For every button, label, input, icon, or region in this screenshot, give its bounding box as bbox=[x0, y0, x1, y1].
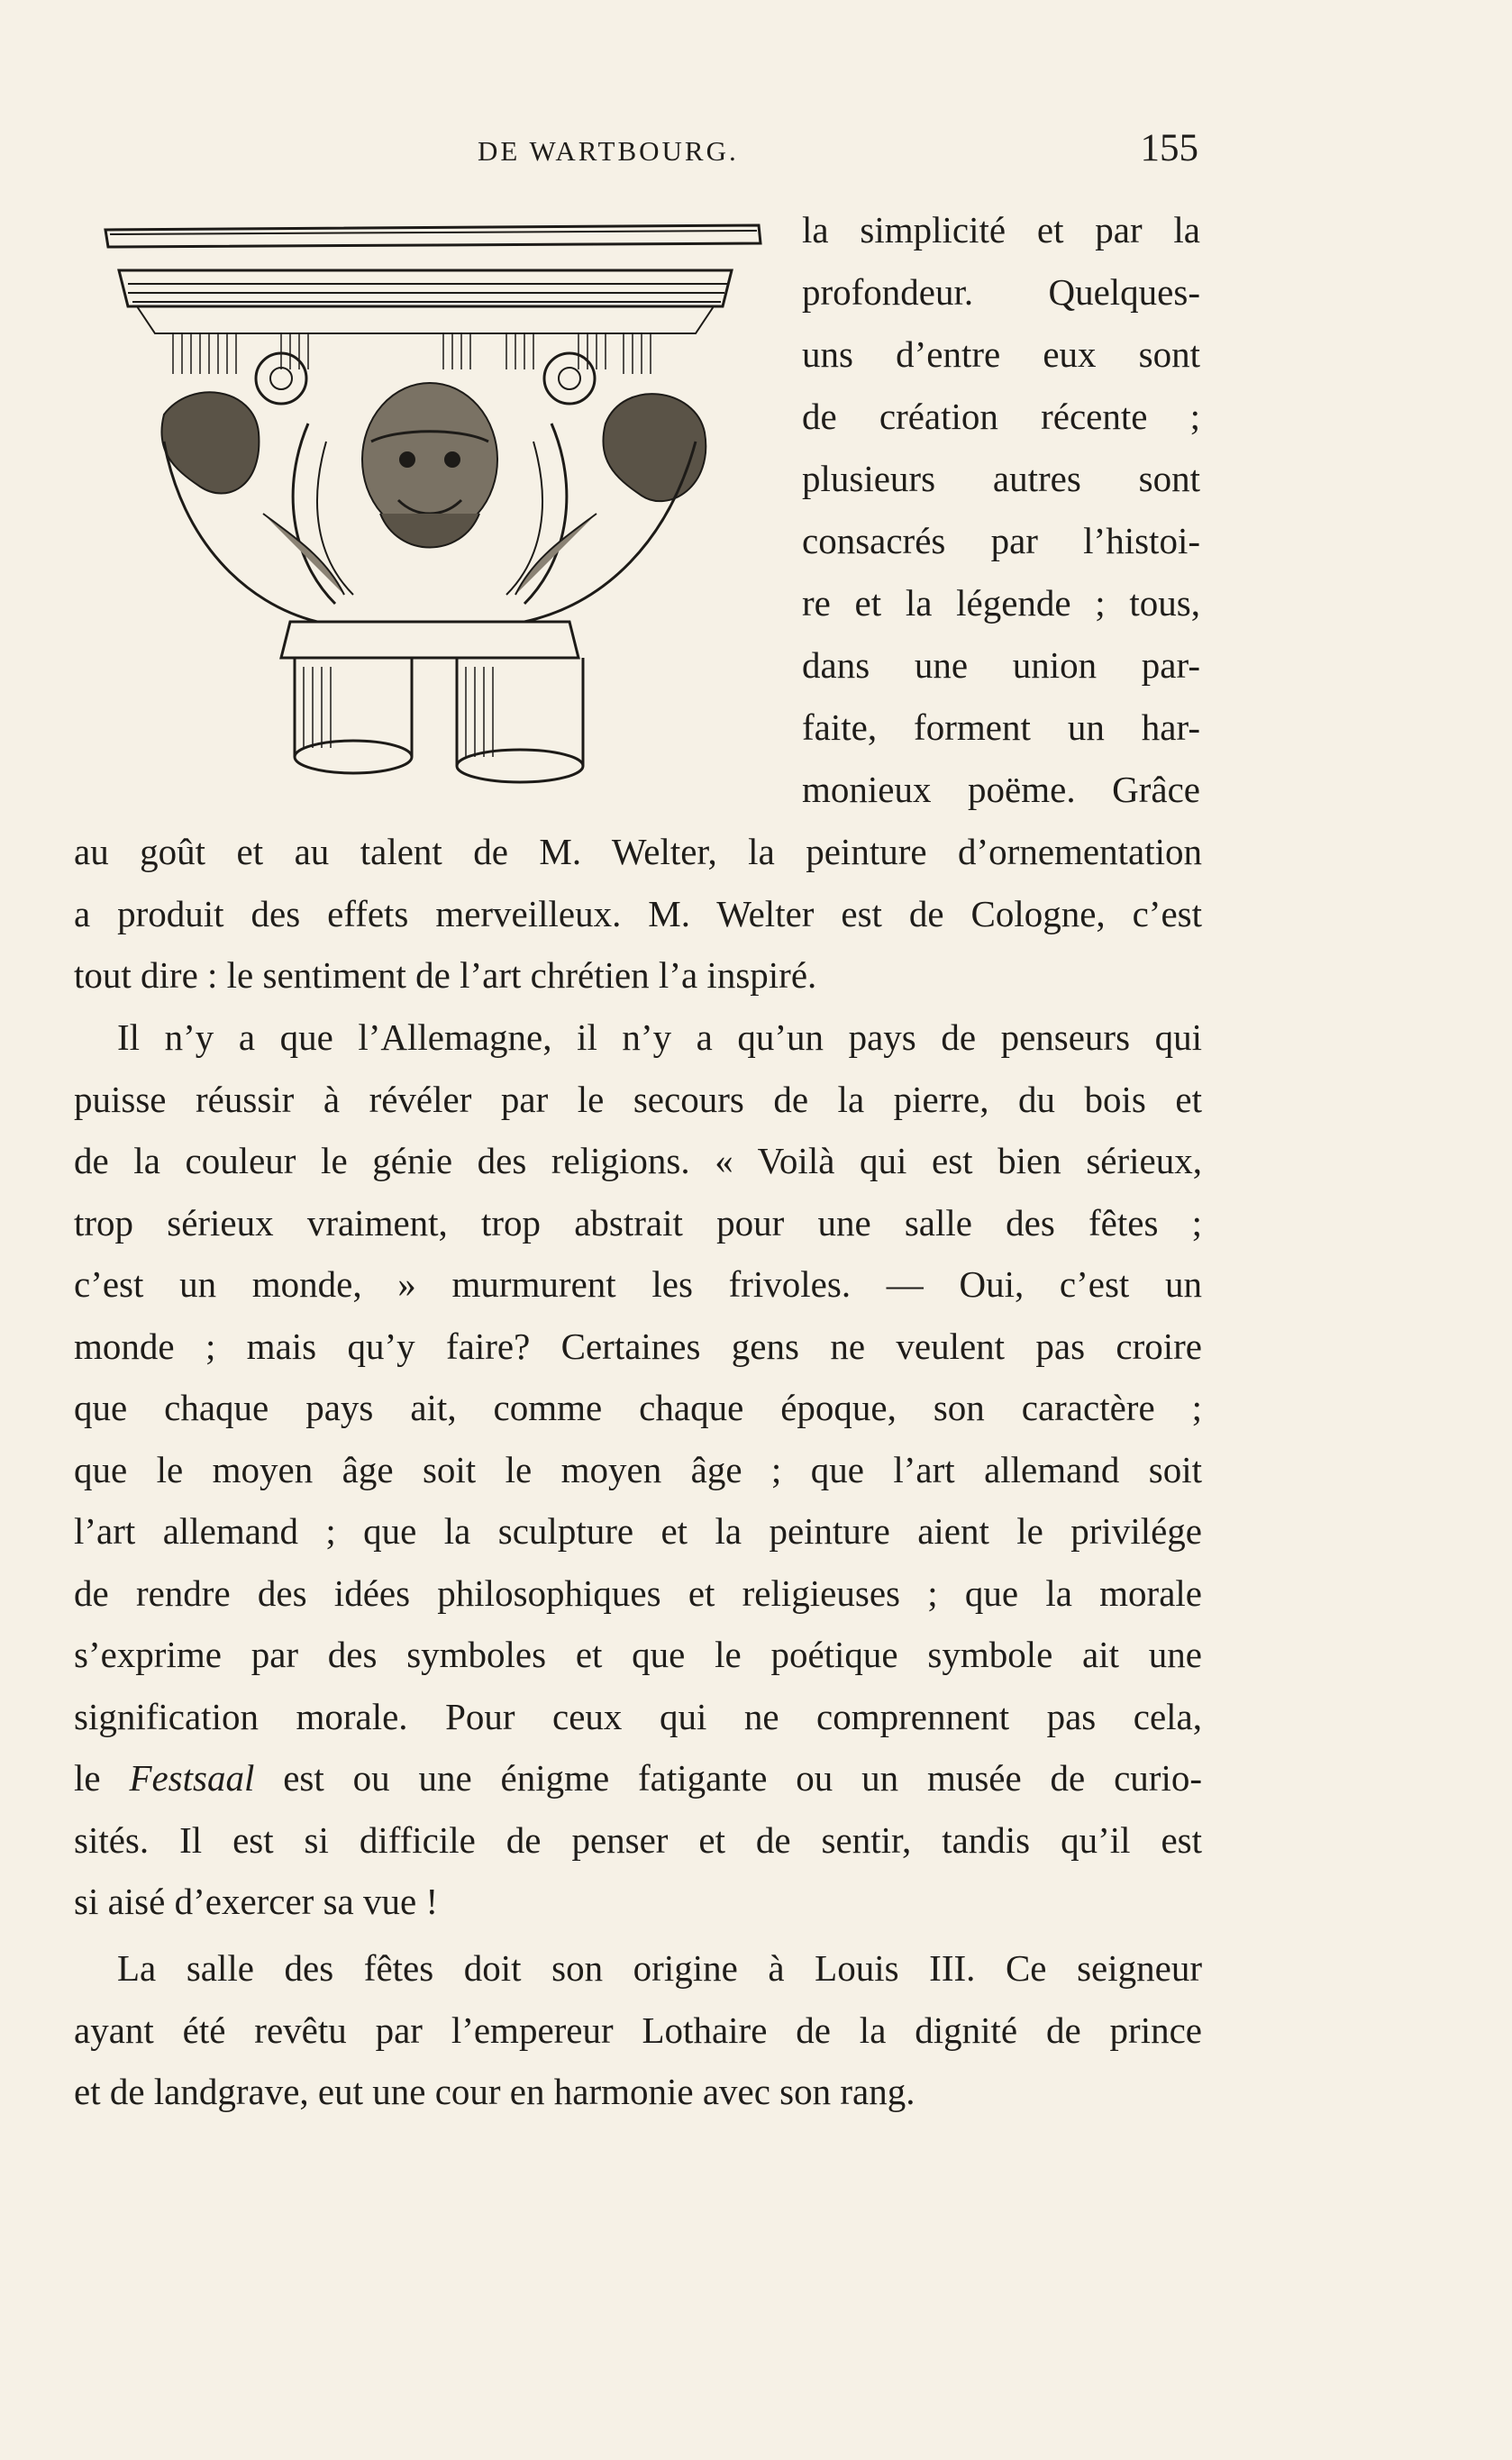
text-line: consacrés par l’histoi- bbox=[802, 520, 1200, 561]
text-line: puisse réussir à révéler par le secours de la pierre, du bois et bbox=[74, 1078, 1202, 1120]
text-line: au goût et au talent de M. Welter, la peinture d’ornementation bbox=[74, 831, 1202, 872]
text-line: a produit des effets merveilleux. M. Welter est de Cologne, c’est bbox=[74, 892, 1202, 934]
paragraph-2 bbox=[74, 1007, 1202, 1933]
running-title: DE WARTBOURG. bbox=[478, 135, 739, 167]
text-line: re et la légende ; tous, bbox=[802, 582, 1200, 624]
text-line: sités. Il est si difficile de penser et de sentir, tandis qu’il est bbox=[74, 1818, 1202, 1861]
text-line: monde ; mais qu’y faire? Certaines gens ne veulent pas croire bbox=[74, 1325, 1202, 1367]
text-line: signification morale. Pour ceux qui ne comprennent pas cela, bbox=[74, 1695, 1202, 1737]
festsaal-italic: Festsaal bbox=[129, 1757, 255, 1799]
text-line: uns d’entre eux sont bbox=[802, 333, 1200, 375]
paragraph-3 bbox=[74, 1937, 1202, 2123]
text-line: de la couleur le génie des religions. « Voilà qui est bien sérieux, bbox=[74, 1140, 1202, 1181]
text-line: s’exprime par des symboles et que le poétique symbole ait une bbox=[74, 1634, 1202, 1675]
text-line: de création récente ; bbox=[802, 396, 1200, 437]
text-line: et de landgrave, eut une cour en harmonie avec son rang. bbox=[74, 2071, 915, 2112]
text-line: si aisé d’exercer sa vue ! bbox=[74, 1881, 439, 1922]
text-line: dans une union par- bbox=[802, 644, 1200, 686]
text-line: que le moyen âge soit le moyen âge ; que l’art allemand soit bbox=[74, 1448, 1202, 1490]
romanesque-capital-illustration-icon bbox=[101, 216, 768, 802]
capital-illustration bbox=[101, 216, 768, 802]
text-line: que chaque pays ait, comme chaque époque, son caractère ; bbox=[74, 1387, 1202, 1428]
page-header bbox=[478, 126, 1198, 180]
text-line: de rendre des idées philosophiques et religieuses ; que la morale bbox=[74, 1572, 1202, 1614]
text-line: monieux poëme. Grâce bbox=[802, 769, 1200, 810]
text-line: faite, forment un har- bbox=[802, 706, 1200, 748]
text-fragment: est ou une énigme fatigante ou un musée de curio- bbox=[254, 1757, 1202, 1799]
text-line: La salle des fêtes doit son origine à Louis III. Ce seigneur bbox=[117, 1947, 1202, 1989]
text-line-festsaal bbox=[74, 1747, 1202, 1809]
text-line: Il n’y a que l’Allemagne, il n’y a qu’un pays de penseurs qui bbox=[117, 1016, 1202, 1058]
text-line: c’est un monde, » murmurent les frivoles. — Oui, c’est un bbox=[74, 1263, 1202, 1305]
text-line: profondeur. Quelques- bbox=[802, 271, 1200, 313]
paragraph-1-continuation bbox=[74, 821, 1202, 1007]
page-number: 155 bbox=[1140, 127, 1198, 169]
text-line: plusieurs autres sont bbox=[802, 458, 1200, 499]
wrapped-text-beside-figure bbox=[802, 199, 1200, 821]
text-line: tout dire : le sentiment de l’art chrétien l’a inspiré. bbox=[74, 954, 817, 996]
text-line: la simplicité et par la bbox=[802, 209, 1200, 251]
text-fragment: le bbox=[74, 1757, 130, 1799]
text-line: trop sérieux vraiment, trop abstrait pour une salle des fêtes ; bbox=[74, 1201, 1202, 1244]
text-line: ayant été revêtu par l’empereur Lothaire de la dignité de prince bbox=[74, 2009, 1202, 2051]
text-line: l’art allemand ; que la sculpture et la peinture aient le privilége bbox=[74, 1510, 1202, 1552]
